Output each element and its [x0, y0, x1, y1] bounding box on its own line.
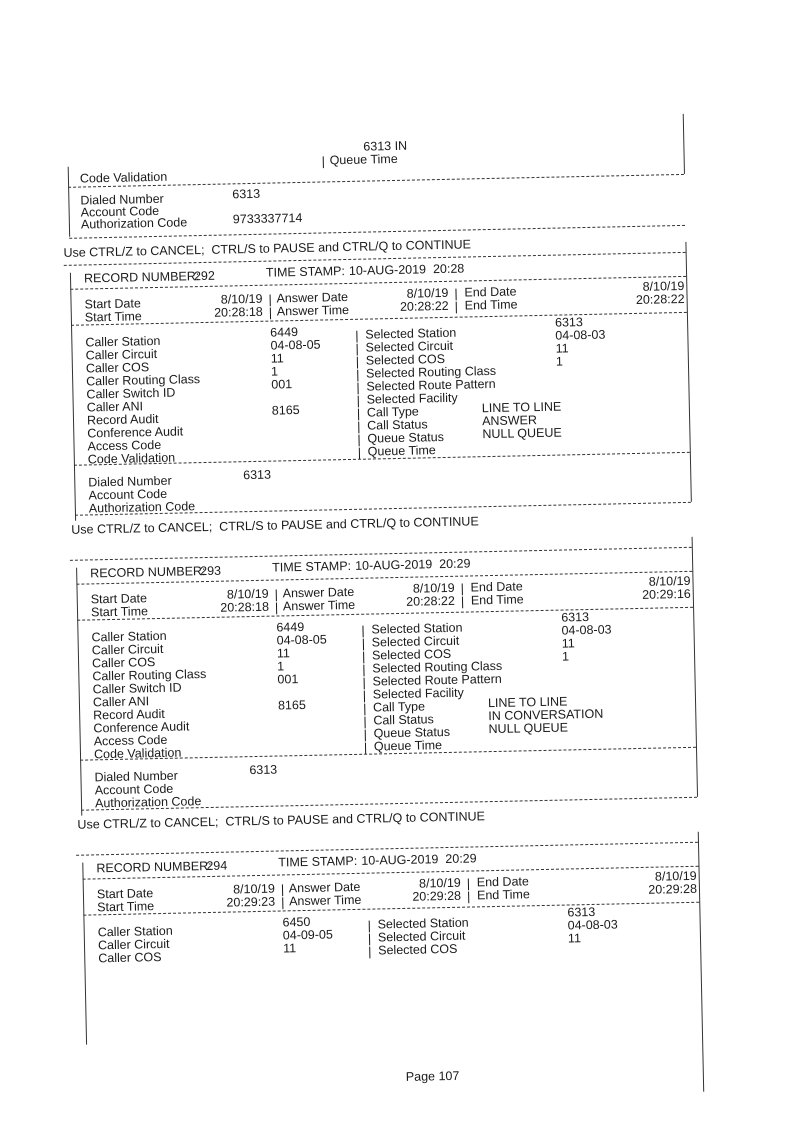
header-value: 6313 IN	[363, 138, 408, 154]
column-separator: |	[281, 895, 285, 910]
selected-field-value: 6313	[554, 315, 584, 330]
caller-field-value: 6450	[282, 914, 311, 930]
selected-field-label: Selected Circuit	[371, 633, 460, 650]
selected-field-label: Queue Status	[373, 724, 451, 741]
column-separator: |	[362, 688, 367, 703]
start-time: 20:28:18	[213, 304, 263, 320]
column-separator: |	[355, 367, 360, 382]
selected-field-label: Selected COS	[378, 941, 458, 958]
dialed-number-value: 6313	[249, 762, 278, 778]
start-time-label: Start Time	[97, 899, 155, 915]
selected-field-value: 04-08-03	[561, 622, 612, 638]
column-separator: |	[355, 354, 360, 369]
caller-field-value: 11	[282, 941, 297, 956]
vertical-rule	[76, 568, 82, 816]
selected-field-label: Selected COS	[365, 351, 446, 368]
caller-field-label: Code Validation	[87, 450, 176, 467]
selected-field-value: 04-08-03	[555, 327, 606, 343]
answer-time: 20:28:22	[406, 593, 456, 609]
column-separator: |	[321, 154, 326, 169]
column-separator: |	[362, 675, 366, 690]
selected-field-value: 6313	[567, 904, 596, 920]
dialed-number-value: 6313	[243, 467, 272, 483]
selected-field-value: 11	[561, 636, 575, 651]
caller-field-value: 001	[271, 377, 293, 392]
column-separator: |	[357, 432, 361, 447]
caller-field-label: Access Code	[93, 732, 168, 749]
caller-field-label: Caller Circuit	[91, 641, 164, 658]
vertical-rule	[683, 114, 685, 174]
caller-field-label: Caller ANI	[92, 694, 150, 710]
selected-field-value: 1	[561, 649, 570, 664]
caller-field-value: 04-08-05	[270, 337, 321, 353]
caller-field-value: 6449	[276, 619, 305, 635]
record-number-label: RECORD NUMBER:	[83, 269, 200, 286]
caller-field-label: Caller Routing Class	[86, 372, 201, 389]
caller-field-label: Caller COS	[98, 950, 162, 966]
selected-field-label: Call Type	[372, 699, 426, 715]
caller-field-label: Access Code	[87, 437, 162, 454]
selected-field-label: Selected Routing Class	[365, 363, 497, 381]
caller-field-label: Record Audit	[93, 706, 165, 723]
end-time: 20:29:28	[648, 881, 698, 897]
start-date: 8/10/19	[232, 881, 276, 897]
caller-field-value: 04-09-05	[282, 927, 334, 943]
start-date-label: Start Date	[84, 296, 141, 312]
column-separator: |	[368, 944, 372, 959]
caller-field-value: 8165	[277, 697, 306, 713]
selected-field-label: Selected Circuit	[377, 928, 466, 945]
dialed-number-label: Dialed Number	[88, 473, 172, 490]
record-number-label: RECORD NUMBER:	[90, 564, 206, 581]
vertical-rule	[82, 863, 87, 1045]
time-stamp-label: TIME STAMP:	[278, 853, 358, 870]
answer-date-label: Answer Date	[276, 289, 349, 306]
time-stamp-label: TIME STAMP:	[265, 264, 346, 280]
selected-field-label: Selected Route Pattern	[372, 671, 502, 689]
vertical-rule	[685, 242, 691, 502]
answer-date: 8/10/19	[418, 875, 461, 891]
record-number: 293	[200, 563, 222, 579]
answer-date-label: Answer Date	[282, 584, 355, 601]
authorization-code-value: 9733337714	[232, 210, 303, 227]
end-time-label: End Time	[476, 887, 530, 903]
caller-field-value: 11	[270, 351, 284, 366]
vertical-rule	[692, 537, 698, 797]
caller-field-label: Caller Switch ID	[92, 680, 182, 697]
selected-field-label: Selected Station	[371, 620, 463, 637]
answer-date: 8/10/19	[412, 580, 455, 596]
selected-field-label: Call Type	[366, 404, 419, 420]
caller-field-label: Caller Circuit	[97, 936, 170, 953]
end-date-label: End Date	[464, 284, 517, 300]
selected-field-value: 11	[555, 341, 569, 356]
end-date: 8/10/19	[648, 573, 691, 589]
time-stamp: 10-AUG-2019 20:29	[354, 556, 471, 573]
column-separator: |	[460, 581, 465, 596]
selected-field-label: Selected COS	[371, 646, 452, 663]
control-hint: Use CTRL/Z to CANCEL; CTRL/S to PAUSE and CTRL/Q to CONTINUE	[77, 809, 486, 832]
column-separator: |	[363, 727, 368, 742]
column-separator: |	[268, 305, 273, 320]
page-number: Page 107	[405, 1068, 460, 1084]
caller-field-label: Caller COS	[85, 360, 150, 376]
column-separator: |	[280, 882, 285, 897]
time-stamp-label: TIME STAMP:	[271, 558, 352, 575]
control-hint: Use CTRL/Z to CANCEL; CTRL/S to PAUSE and CTRL/Q to CONTINUE	[63, 237, 472, 260]
column-separator: |	[355, 341, 359, 356]
caller-field-label: Caller Circuit	[85, 346, 158, 363]
caller-field-value: 04-08-05	[276, 632, 327, 648]
column-separator: |	[357, 419, 361, 434]
start-time-label: Start Time	[84, 309, 142, 325]
start-time-label: Start Time	[90, 604, 149, 620]
caller-field-label: Caller Station	[85, 333, 161, 350]
selected-field-value: NULL QUEUE	[488, 720, 569, 737]
caller-field-label: Record Audit	[86, 411, 159, 428]
column-separator: |	[362, 701, 367, 716]
selected-field-value: 1	[555, 354, 563, 369]
start-time: 20:29:23	[226, 894, 276, 910]
account-code-label: Account Code	[80, 203, 160, 220]
selected-field-value: LINE TO LINE	[481, 399, 562, 416]
account-code-label: Account Code	[94, 781, 174, 798]
start-date-label: Start Date	[96, 886, 154, 902]
record-number: 292	[193, 268, 216, 284]
start-date: 8/10/19	[226, 586, 269, 602]
selected-field-label: Call Status	[367, 417, 428, 433]
selected-field-label: Selected Routing Class	[372, 658, 503, 676]
answer-time: 20:28:22	[399, 298, 449, 314]
record-number-label: RECORD NUMBER:	[96, 858, 212, 876]
column-separator: |	[362, 662, 366, 677]
account-code-label: Account Code	[88, 486, 168, 503]
column-separator: |	[357, 445, 362, 460]
column-separator: |	[274, 600, 279, 615]
column-separator: |	[361, 649, 366, 664]
time-stamp: 10-AUG-2019 20:28	[348, 261, 465, 278]
caller-field-label: Caller Station	[97, 923, 173, 940]
selected-field-value: LINE TO LINE	[487, 694, 568, 711]
caller-field-value: 001	[277, 672, 299, 687]
caller-field-value: 8165	[271, 403, 300, 418]
selected-field-label: Queue Time	[373, 738, 443, 754]
authorization-code-label: Authorization Code	[80, 215, 188, 232]
column-separator: |	[367, 918, 372, 933]
column-separator: |	[274, 587, 279, 602]
selected-field-label: Selected Facility	[372, 685, 464, 702]
column-separator: |	[356, 393, 361, 408]
answer-date: 8/10/19	[406, 285, 449, 301]
selected-field-value: 6313	[561, 609, 590, 625]
answer-time: 20:29:28	[412, 888, 462, 904]
vertical-rule	[70, 273, 76, 521]
answer-date-label: Answer Date	[288, 879, 361, 896]
column-separator: |	[363, 740, 368, 755]
dialed-number-value: 6313	[232, 186, 261, 202]
column-separator: |	[466, 876, 471, 891]
end-date-label: End Date	[476, 874, 530, 890]
selected-field-value: NULL QUEUE	[482, 425, 562, 442]
record-number: 294	[206, 858, 228, 874]
caller-field-label: Caller ANI	[86, 399, 144, 415]
end-time: 20:28:22	[635, 291, 685, 307]
selected-field-label: Call Status	[373, 712, 434, 728]
selected-field-label: Selected Station	[365, 325, 457, 342]
caller-field-label: Caller COS	[91, 655, 156, 671]
queue-time-label: Queue Time	[329, 151, 398, 168]
selected-field-label: Queue Status	[367, 429, 445, 446]
caller-field-label: Conference Audit	[93, 719, 190, 736]
selected-field-label: Selected Facility	[366, 390, 458, 407]
selected-field-value: IN CONVERSATION	[488, 706, 604, 724]
selected-field-label: Selected Station	[377, 915, 469, 932]
answer-time-label: Answer Time	[276, 302, 350, 319]
column-separator: |	[355, 328, 359, 343]
column-separator: |	[268, 292, 272, 307]
end-time-label: End Time	[464, 297, 518, 313]
selected-field-label: Selected Route Pattern	[366, 376, 496, 394]
column-separator: |	[356, 406, 361, 421]
caller-field-label: Caller Switch ID	[86, 385, 176, 402]
caller-field-value: 11	[276, 646, 291, 661]
end-time: 20:29:16	[641, 586, 691, 602]
column-separator: |	[356, 380, 360, 395]
caller-field-label: Code Validation	[93, 745, 182, 762]
selected-field-label: Queue Time	[367, 443, 436, 459]
vertical-rule	[68, 167, 70, 237]
selected-field-value: 11	[567, 931, 582, 946]
column-separator: |	[466, 889, 471, 904]
selected-field-label: Selected Circuit	[365, 338, 454, 355]
column-separator: |	[454, 286, 458, 301]
dialed-number-label: Dialed Number	[94, 768, 178, 785]
control-hint: Use CTRL/Z to CANCEL; CTRL/S to PAUSE and CTRL/Q to CONTINUE	[71, 514, 479, 537]
authorization-code-label: Authorization Code	[94, 794, 202, 811]
time-stamp: 10-AUG-2019 20:29	[361, 851, 477, 868]
selected-field-value: ANSWER	[481, 413, 538, 429]
end-date: 8/10/19	[642, 278, 685, 294]
start-time: 20:28:18	[220, 599, 270, 615]
caller-field-label: Caller Routing Class	[92, 667, 207, 684]
answer-time-label: Answer Time	[282, 597, 356, 614]
end-date: 8/10/19	[654, 868, 697, 884]
column-separator: |	[361, 623, 365, 638]
start-date: 8/10/19	[220, 291, 263, 307]
code-validation-label: Code Validation	[79, 169, 168, 186]
caller-field-value: 1	[277, 659, 285, 674]
start-date-label: Start Date	[90, 591, 148, 607]
end-date-label: End Date	[470, 579, 523, 595]
authorization-code-label: Authorization Code	[88, 499, 196, 516]
vertical-rule	[698, 832, 704, 1092]
selected-field-value: 04-08-03	[567, 917, 618, 933]
caller-field-value: 1	[270, 364, 279, 379]
end-time-label: End Time	[470, 592, 524, 608]
dialed-number-label: Dialed Number	[80, 191, 164, 208]
column-separator: |	[454, 299, 459, 314]
caller-field-label: Caller Station	[91, 628, 167, 645]
column-separator: |	[367, 931, 372, 946]
answer-time-label: Answer Time	[288, 892, 362, 909]
column-separator: |	[361, 636, 366, 651]
column-separator: |	[363, 714, 367, 729]
caller-field-value: 6449	[270, 325, 299, 340]
column-separator: |	[460, 594, 465, 609]
caller-field-label: Conference Audit	[87, 424, 184, 441]
